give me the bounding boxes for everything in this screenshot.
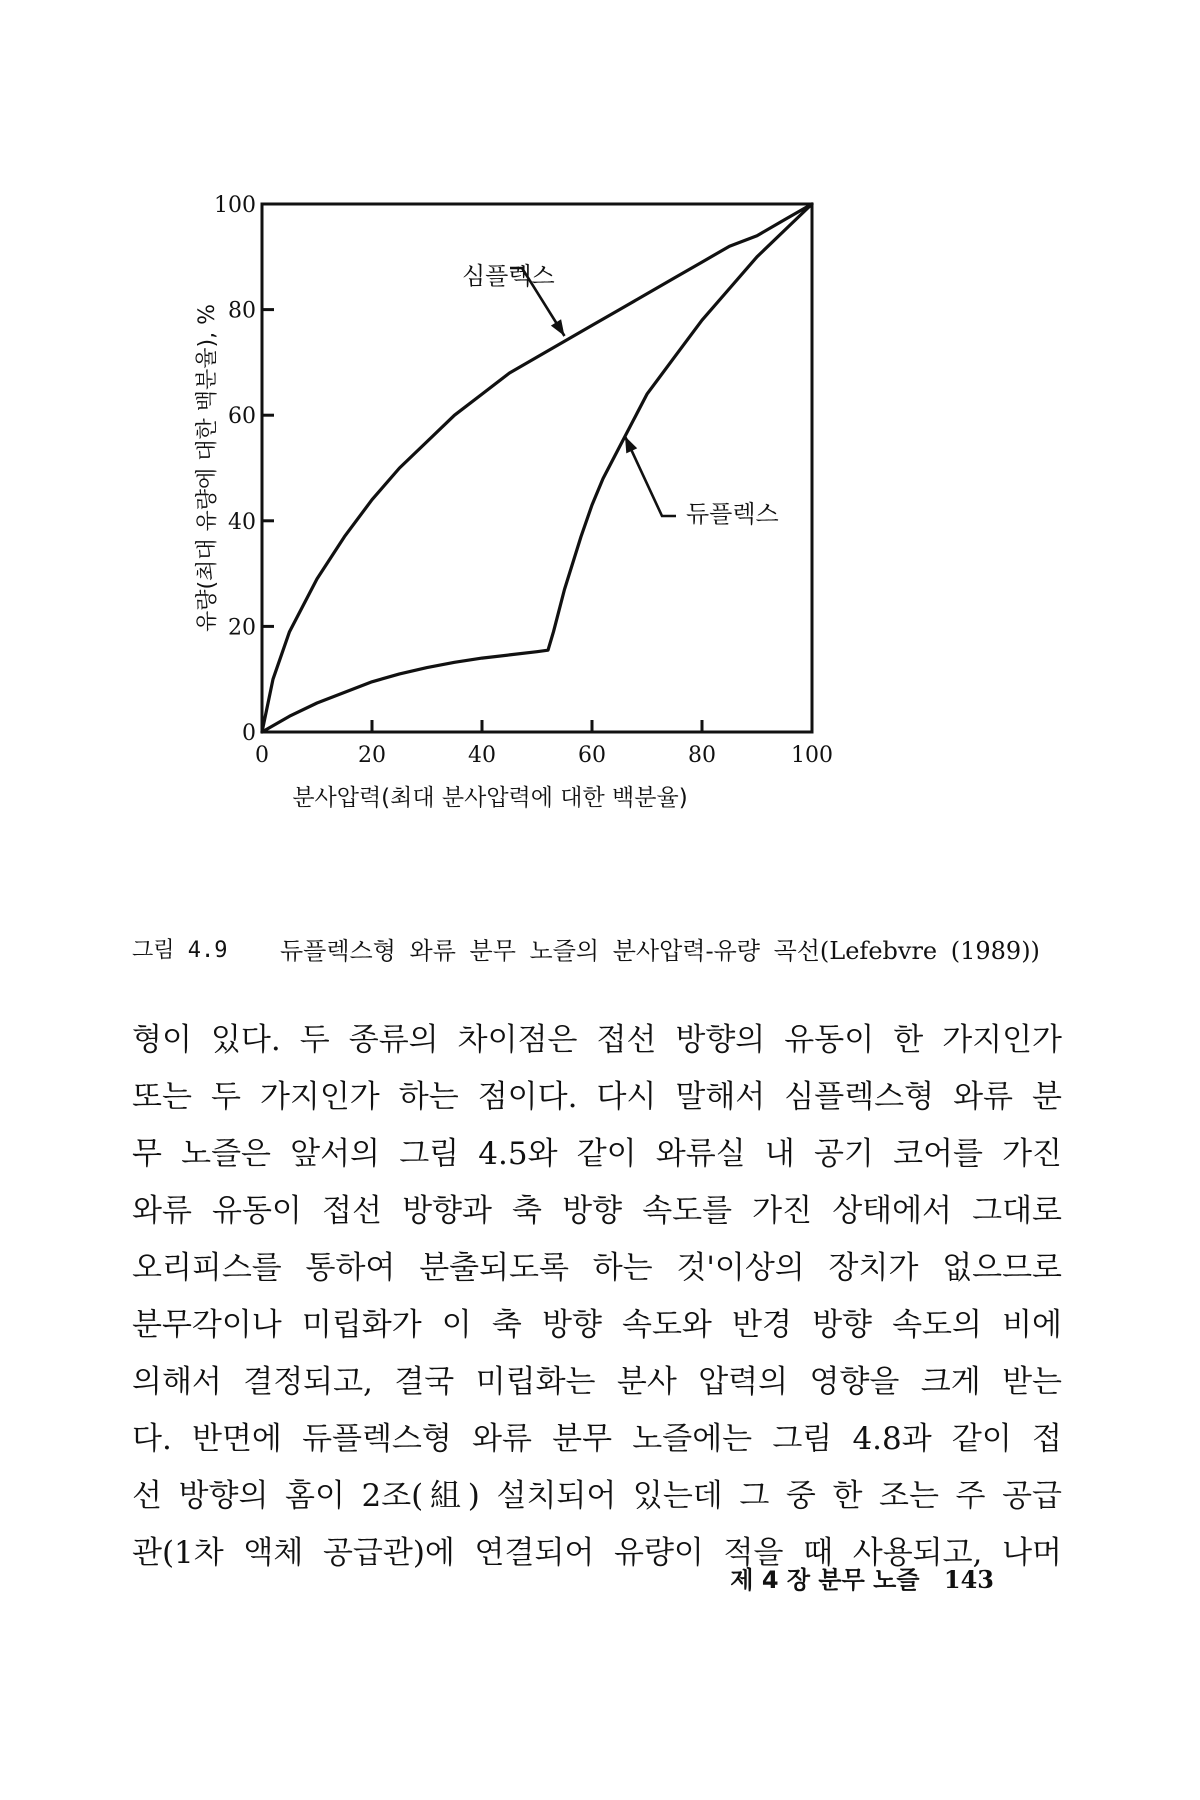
page-number: 143 [943, 1565, 994, 1594]
annotation-label: 심플렉스 [462, 262, 555, 290]
body-line: 관(1차 액체 공급관)에 연결되어 유량이 적을 때 사용되고, 나머 [132, 1535, 1062, 1571]
annotation-layer [462, 262, 779, 528]
arrowhead-icon [551, 319, 565, 336]
x-tick-label: 20 [358, 743, 386, 768]
annotation-label: 듀플렉스 [686, 500, 779, 528]
y-tick-label: 20 [228, 615, 256, 641]
x-tick-label: 40 [468, 743, 496, 768]
body-line: 오리피스를 통하여 분출되도록 하는 것'이상의 장치가 없으므로 [132, 1250, 1062, 1286]
y-axis [214, 193, 274, 746]
chart-svg [190, 180, 970, 920]
y-tick-label: 60 [228, 404, 256, 430]
body-paragraph [132, 1012, 1062, 1582]
figure-chart [190, 180, 970, 920]
x-axis-label: 분사압력(최대 분사압력에 대한 백분율) [292, 785, 688, 811]
y-tick-label: 40 [228, 509, 256, 535]
body-line: 분무각이나 미립화가 이 축 방향 속도와 반경 방향 속도의 비에 [132, 1307, 1062, 1343]
body-line: 다. 반면에 듀플렉스형 와류 분무 노즐에는 그림 4.8과 같이 접 [132, 1421, 1062, 1457]
y-tick-label: 80 [228, 298, 256, 324]
y-tick-label: 100 [214, 193, 256, 218]
x-tick-label: 80 [688, 743, 716, 768]
body-line: 형이 있다. 두 종류의 차이점은 접선 방향의 유동이 한 가지인가 [132, 1022, 1062, 1058]
body-line: 와류 유동이 접선 방향과 축 방향 속도를 가진 상태에서 그대로 [132, 1193, 1062, 1229]
body-line: 의해서 결정되고, 결국 미립화는 분사 압력의 영향을 크게 받는 [132, 1364, 1062, 1400]
running-head: 제 4 장 분무 노즐 [730, 1566, 920, 1594]
body-line: 무 노즐은 앞서의 그림 4.5와 같이 와류실 내 공기 코어를 가진 [132, 1136, 1062, 1172]
page-footer [730, 1560, 994, 1595]
y-tick-label: 0 [242, 721, 256, 746]
y-axis-label: 유량(최대 유량에 대한 백분율), % [195, 303, 220, 633]
caption-label: 그림 4.9 [132, 938, 228, 963]
x-tick-label: 60 [578, 743, 606, 768]
x-axis [255, 720, 833, 768]
x-tick-label: 0 [255, 743, 269, 768]
body-line: 선 방향의 홈이 2조(組) 설치되어 있는데 그 중 한 조는 주 공급 [132, 1478, 1062, 1514]
arrowhead-icon [625, 436, 637, 453]
x-tick-label: 100 [791, 743, 833, 768]
body-line: 또는 두 가지인가 하는 점이다. 다시 말해서 심플렉스형 와류 분 [132, 1079, 1062, 1115]
caption-text: 듀플렉스형 와류 분무 노즐의 분사압력-유량 곡선(Lefebvre (1989)) [280, 937, 1040, 965]
